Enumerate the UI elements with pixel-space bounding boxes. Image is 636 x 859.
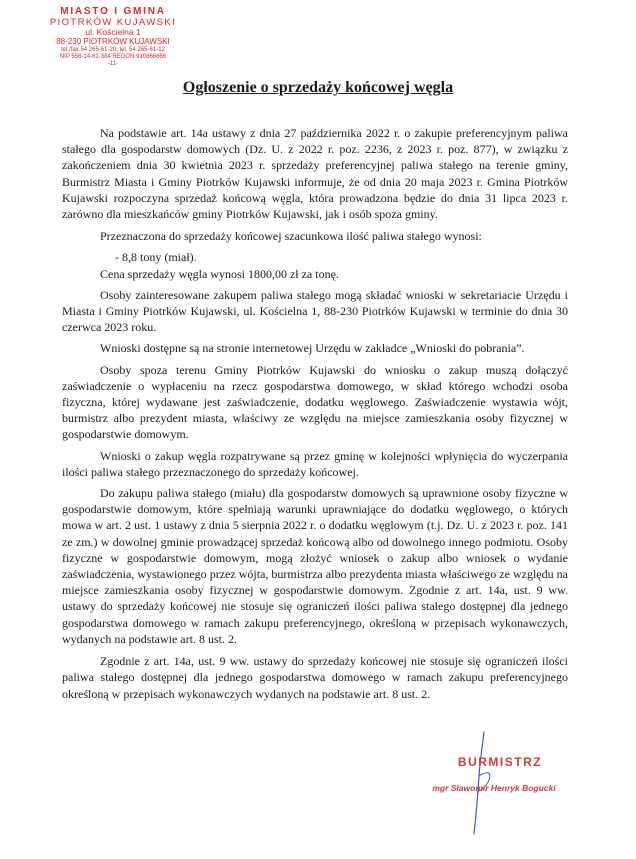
stamp-line-7: -11- bbox=[107, 61, 119, 67]
stamp-line-4: 88-230 PIOTRKÓW KUJAWSKI bbox=[56, 37, 170, 46]
paragraph-legal-basis: Na podstawie art. 14a ustawy z dnia 27 października 2022 r. o zakupie preferencyjnym paliwa stałego dla gospodarstw domowych (Dz. U. z 2022 r. poz. 2236, z 2023 r. poz. 877), w związku z zakończeniem dnia 30 kwietnia 2023 r. sprzedaży preferencyjnej paliwa stałego na terenie gminy, Burmistrz Miasta i Gminy Piotrków Kujawski informuje, że od dnia 20 maja 2023 r. Gmina Piotrków Kujawski rozpoczyna sprzedaż końcową węgla, która prowadzona będzie do dnia 31 lipca 2023 r. zarówno dla mieszkańców gminy Piotrków Kujawski, jak i osób spoza gminy. bbox=[62, 126, 568, 222]
stamp-line-3: ul. Kościelna 1 bbox=[85, 27, 141, 37]
stamp-line-2: PIOTRKÓW KUJAWSKI bbox=[49, 17, 177, 28]
document-title: Ogłoszenie o sprzedaży końcowej węgla bbox=[182, 79, 454, 96]
paragraph-outside-residents: Osoby spoza terenu Gminy Piotrków Kujawski do wniosku o zakup muszą dołączyć zaświadczenie o wypłaceniu na rzecz gospodarstwa domowego, w skład którego wchodzi osoba fizyczna, której wydawane jest zaświadczenie, dodatku węglowego. Zaświadczenie wystawia wójt, burmistrz albo prezydent miasta, właściwy ze względu na miejsce zamieszkania osoby fizycznej w gospodarstwie domowym. bbox=[62, 362, 568, 442]
paragraph-no-limits: Zgodnie z art. 14a, ust. 9 ww. ustawy do sprzedaży końcowej nie stosuje się ograniczeń ilości paliwa stałego dostępnej dla jednego gospodarstwa domowego w ramach zakupu preferencyjnego określoną w przepisach wykonawczych wydanych na podstawie art. 8 ust. 2. bbox=[62, 654, 568, 701]
signature-role: BURMISTRZ bbox=[457, 755, 543, 769]
office-stamp bbox=[38, 7, 188, 68]
signature-name: mgr Sławomir Henryk Bogucki bbox=[432, 783, 556, 793]
paragraph-quantity-item: - 8,8 tony (miał). bbox=[115, 250, 197, 265]
paragraph-price: Cena sprzedaży węgla wynosi 1800,00 zł za tonę. bbox=[100, 266, 339, 281]
document-body bbox=[62, 125, 568, 707]
stamp-line-6: NIP 556-14-61-384 REGON 910866666 bbox=[59, 54, 167, 60]
paragraph-quantity: Przeznaczona do sprzedaży końcowej szacunkowa ilość paliwa stałego wynosi: bbox=[100, 229, 482, 244]
paragraph-eligibility: Do zakupu paliwa stałego (miału) dla gospodarstw domowych są uprawnione osoby fizyczne w gospodarstwie domowym, które spełniają warunki uprawniające do dodatku węglowego, o których mowa w art. 2 ust. 1 ustawy z dnia 5 sierpnia 2022 r. o dodatku węglowym (t.j. Dz. U. z 2023 r. poz. 141 ze zm.) w dowolnej gminie prowadzącej sprzedaż końcową albo od dowolnego innego podmiotu. Osoby fizyczne w gospodarstwie domowym, mogą złożyć wniosek o zakup albo wniosek o wydanie zaświadczenia, wystawionego przez wójta, burmistrza albo prezydenta miasta właściwego ze względu na miejsce zamieszkania osoby fizycznej w gospodarstwie domowym. Zgodnie z art. 14a, ust. 9 ww. ustawy do sprzedaży końcowej nie stosuje się ograniczeń ilości paliwa stałego dostępnej dla jednego gospodarstwa domowego w ramach zakupu preferencyjnego, określoną w przepisach wykonawczych, wydanych na podstawie art. 8 ust. 2. bbox=[62, 486, 568, 646]
paragraph-applications: Osoby zainteresowane zakupem paliwa stałego mogą składać wnioski w sekretariacie Urzędu i Miasta i Gminy Piotrków Kujawski, ul. Kościelna 1, 88-230 Piotrków Kujawski w terminie do dnia 30 czerwca 2023 roku. bbox=[62, 287, 568, 335]
stamp-line-1: MIASTO I GMINA bbox=[60, 6, 166, 17]
signature-stamp bbox=[400, 755, 580, 793]
stamp-line-5: tel./fax 54 265-61-20, tel. 54 265-61-12 bbox=[61, 47, 165, 53]
paragraph-forms: Wnioski dostępne są na stronie internetowej Urzędu w zakładce „Wnioski do pobrania”. bbox=[100, 341, 525, 356]
paragraph-processing-order: Wnioski o zakup węgla rozpatrywane są przez gminę w kolejności wpłynięcia do wyczerpania ilości paliwa stałego przeznaczonego do sprzedaży końcowej. bbox=[62, 448, 568, 479]
